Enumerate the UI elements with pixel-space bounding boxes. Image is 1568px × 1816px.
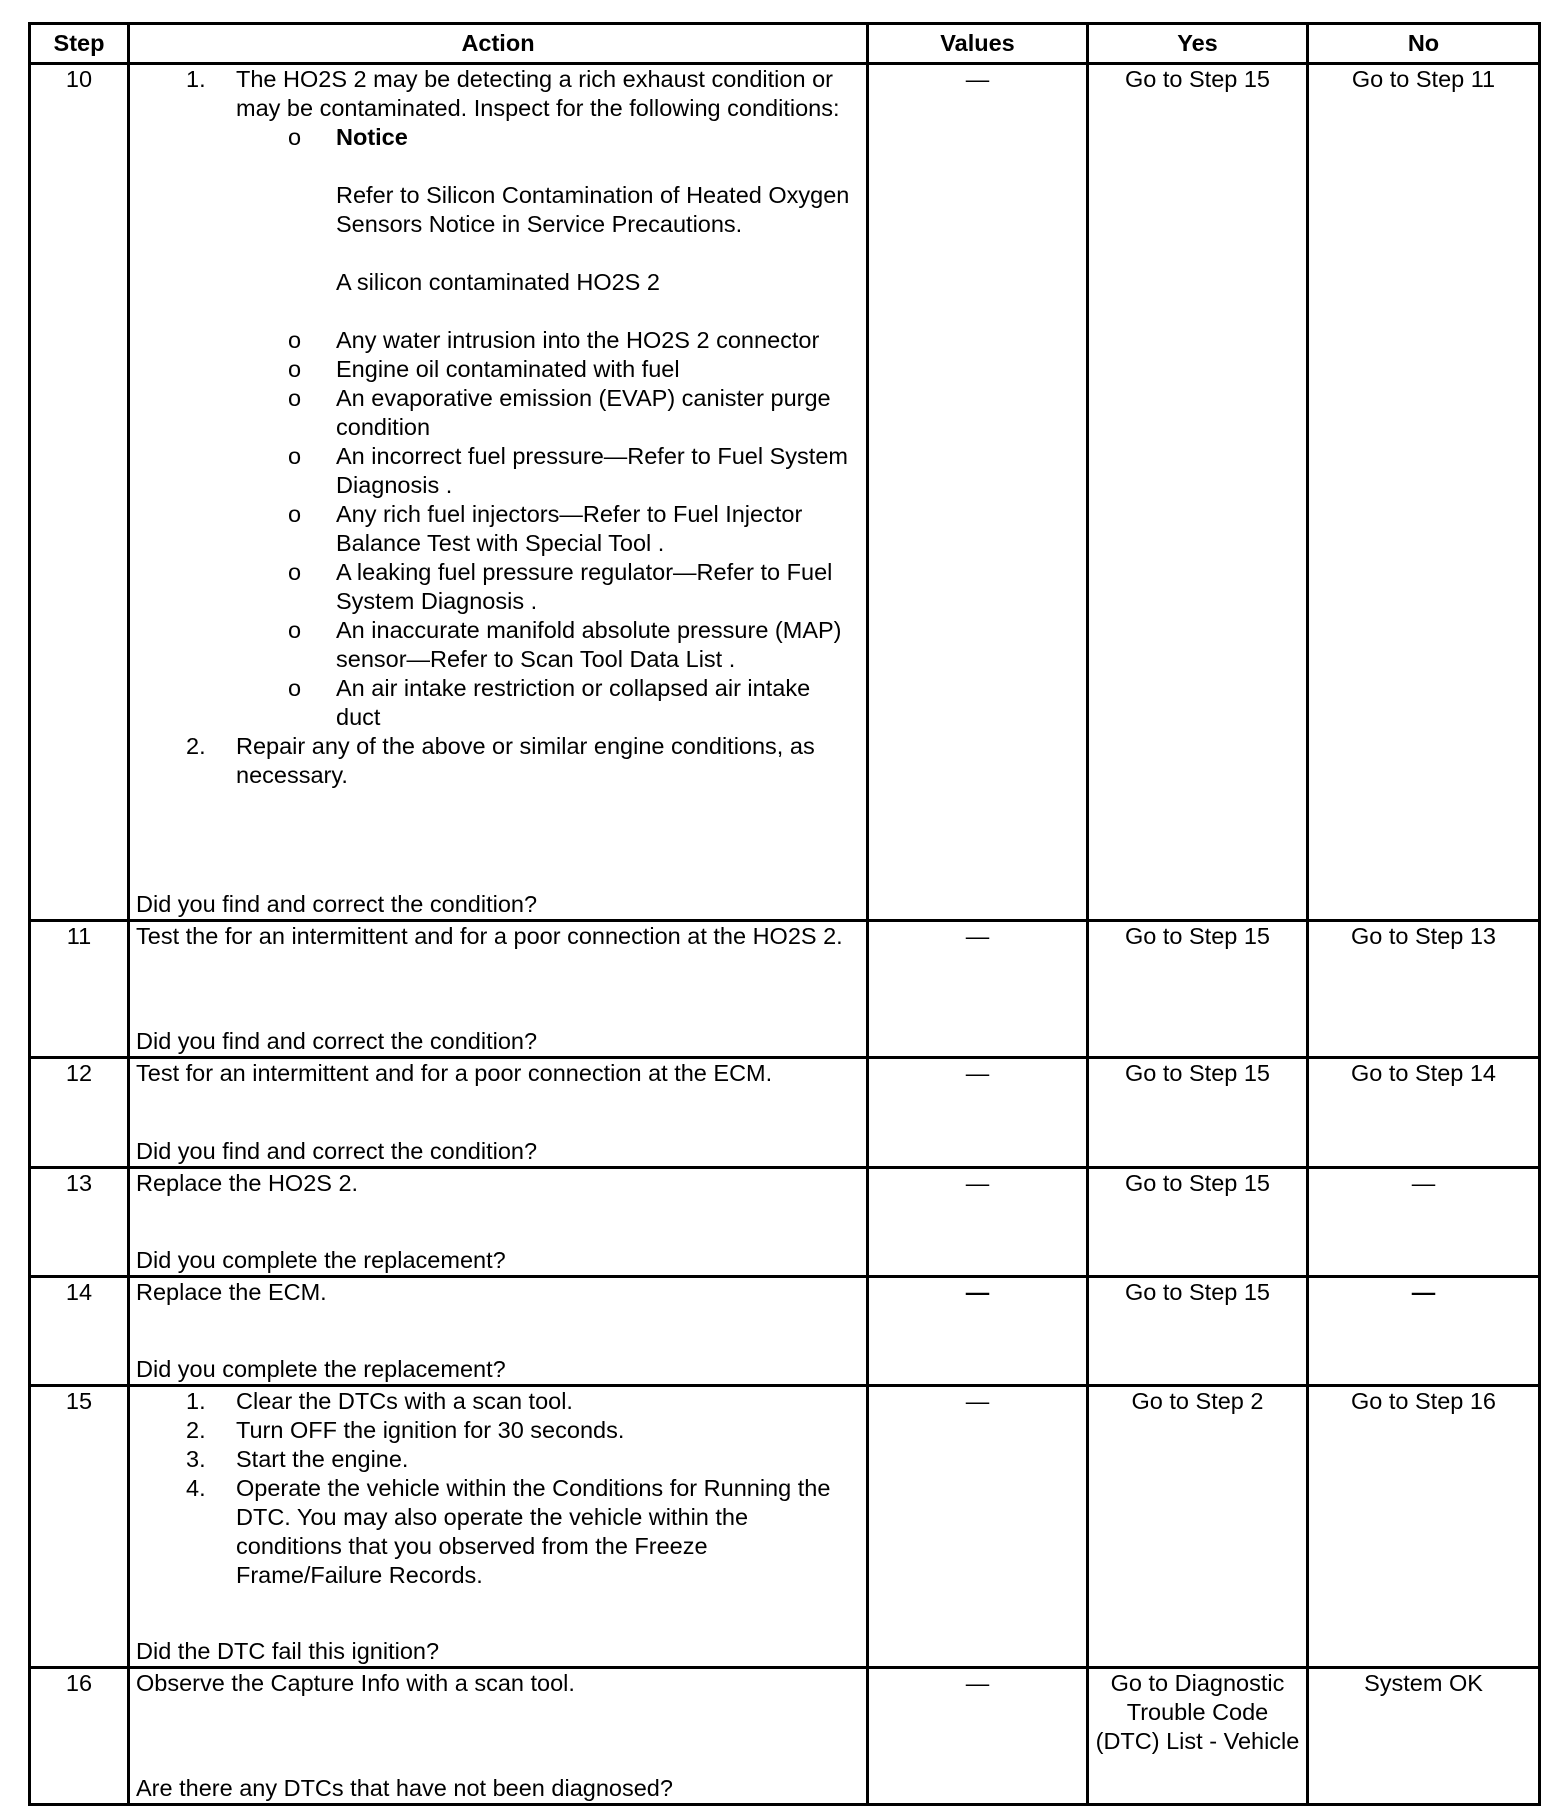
- sub-item: [236, 674, 860, 732]
- action-text: Replace the ECM.: [136, 1279, 327, 1305]
- header-step: Step: [30, 24, 129, 64]
- item-text: Clear the DTCs with a scan tool.: [236, 1388, 573, 1414]
- header-values: Values: [868, 24, 1088, 64]
- step-number: 16: [30, 1668, 129, 1805]
- bullet: o: [288, 617, 302, 643]
- sub-item: [236, 558, 860, 616]
- bullet: o: [288, 559, 302, 585]
- values-cell: —: [868, 1168, 1088, 1277]
- table-row-step-12: [30, 1058, 1540, 1168]
- item-text: Start the engine.: [236, 1446, 409, 1472]
- action-cell: [129, 1277, 868, 1386]
- action-cell: [129, 1058, 868, 1168]
- sub-item: [236, 384, 860, 442]
- yes-cell: Go to Step 15: [1088, 921, 1308, 1058]
- sub-item-text: A leaking fuel pressure regulator—Refer to Fuel System Diagnosis .: [336, 559, 833, 614]
- table-row-step-14: [30, 1277, 1540, 1386]
- sub-item: [236, 355, 860, 384]
- step-number: 14: [30, 1277, 129, 1386]
- values-cell: —: [868, 64, 1088, 921]
- bullet: o: [288, 443, 302, 469]
- action-cell: [129, 64, 868, 921]
- values-cell: —: [868, 1277, 1088, 1386]
- list-item: [136, 732, 860, 790]
- sub-item: [236, 326, 860, 355]
- item-text: Turn OFF the ignition for 30 seconds.: [236, 1417, 625, 1443]
- bullet: o: [288, 124, 302, 150]
- action-steps: [136, 1387, 860, 1590]
- item-text: Operate the vehicle within the Conditions for Running the DTC. You may also operate the vehicle within the conditions that you observed from the Freeze Frame/Failure Records.: [236, 1475, 831, 1588]
- sub-item: [236, 442, 860, 500]
- yes-cell: Go to Step 15: [1088, 1058, 1308, 1168]
- no-cell: System OK: [1308, 1668, 1540, 1805]
- sub-item: [236, 500, 860, 558]
- bullet: o: [288, 675, 302, 701]
- sub-item-text: An incorrect fuel pressure—Refer to Fuel System Diagnosis .: [336, 443, 848, 498]
- step-number: 15: [30, 1386, 129, 1668]
- values-cell: —: [868, 1386, 1088, 1668]
- item-number: 1.: [186, 66, 206, 92]
- step-number: 11: [30, 921, 129, 1058]
- sub-item-text: Any water intrusion into the HO2S 2 connector: [336, 327, 820, 353]
- yes-cell: Go to Step 15: [1088, 64, 1308, 921]
- no-cell: Go to Step 11: [1308, 64, 1540, 921]
- action-cell: [129, 1386, 868, 1668]
- table-row-step-13: [30, 1168, 1540, 1277]
- action-cell: [129, 921, 868, 1058]
- notice-text: Refer to Silicon Contamination of Heated Oxygen Sensors Notice in Service Precautions.: [336, 182, 850, 237]
- list-item: [136, 1416, 860, 1445]
- no-cell: —: [1308, 1168, 1540, 1277]
- item-number: 3.: [186, 1446, 206, 1472]
- notice-title: Notice: [336, 124, 408, 150]
- table-row-step-10: [30, 64, 1540, 921]
- step-number: 13: [30, 1168, 129, 1277]
- notice-subtext: A silicon contaminated HO2S 2: [336, 269, 660, 295]
- list-item: [136, 65, 860, 732]
- step-number: 12: [30, 1058, 129, 1168]
- action-cell: [129, 1668, 868, 1805]
- bullet: o: [288, 327, 302, 353]
- header-yes: Yes: [1088, 24, 1308, 64]
- list-item: [136, 1445, 860, 1474]
- sub-item-text: Any rich fuel injectors—Refer to Fuel Injector Balance Test with Special Tool .: [336, 501, 803, 556]
- action-question: Did you find and correct the condition?: [136, 1028, 538, 1054]
- item-number: 2.: [186, 733, 206, 759]
- values-cell: —: [868, 921, 1088, 1058]
- table-row-step-16: [30, 1668, 1540, 1805]
- list-item: [136, 1474, 860, 1590]
- no-cell: Go to Step 14: [1308, 1058, 1540, 1168]
- bullet: o: [288, 356, 302, 382]
- bullet: o: [288, 501, 302, 527]
- no-cell: Go to Step 16: [1308, 1386, 1540, 1668]
- item-text: The HO2S 2 may be detecting a rich exhaust condition or may be contaminated. Inspect for the following conditions:: [236, 66, 840, 121]
- no-cell: —: [1308, 1277, 1540, 1386]
- action-question: Did you complete the replacement?: [136, 1247, 506, 1273]
- no-cell: Go to Step 13: [1308, 921, 1540, 1058]
- sub-item: [236, 616, 860, 674]
- action-cell: [129, 1168, 868, 1277]
- action-question: Did you find and correct the condition?: [136, 1138, 538, 1164]
- action-question: Did the DTC fail this ignition?: [136, 1638, 440, 1664]
- bullet: o: [288, 385, 302, 411]
- item-number: 4.: [186, 1475, 206, 1501]
- table-row-step-15: [30, 1386, 1540, 1668]
- values-cell: —: [868, 1668, 1088, 1805]
- item-number: 2.: [186, 1417, 206, 1443]
- header-row: [30, 24, 1540, 64]
- action-question: Did you complete the replacement?: [136, 1356, 506, 1382]
- sub-item-text: An air intake restriction or collapsed air intake duct: [336, 675, 811, 730]
- header-no: No: [1308, 24, 1540, 64]
- diagnostic-table: [28, 22, 1541, 1806]
- values-cell: —: [868, 1058, 1088, 1168]
- action-question: Are there any DTCs that have not been diagnosed?: [136, 1775, 673, 1801]
- action-text: Observe the Capture Info with a scan tool.: [136, 1670, 575, 1696]
- yes-cell: Go to Step 2: [1088, 1386, 1308, 1668]
- notice-item: [236, 123, 860, 297]
- step-number: 10: [30, 64, 129, 921]
- action-question: Did you find and correct the condition?: [136, 891, 538, 917]
- sub-item-text: An evaporative emission (EVAP) canister purge condition: [336, 385, 831, 440]
- yes-cell: Go to Step 15: [1088, 1168, 1308, 1277]
- sub-item-text: An inaccurate manifold absolute pressure (MAP) sensor—Refer to Scan Tool Data List .: [336, 617, 842, 672]
- yes-cell: Go to Step 15: [1088, 1277, 1308, 1386]
- list-item: [136, 1387, 860, 1416]
- item-number: 1.: [186, 1388, 206, 1414]
- yes-cell: Go to Diagnostic Trouble Code (DTC) List - Vehicle: [1088, 1668, 1308, 1805]
- action-text: Test for an intermittent and for a poor connection at the ECM.: [136, 1060, 773, 1086]
- sub-item-text: Engine oil contaminated with fuel: [336, 356, 680, 382]
- action-text: Replace the HO2S 2.: [136, 1170, 359, 1196]
- action-steps: [136, 65, 860, 790]
- action-text: Test the for an intermittent and for a poor connection at the HO2S 2.: [136, 923, 843, 949]
- item-text: Repair any of the above or similar engine conditions, as necessary.: [236, 733, 815, 788]
- table-row-step-11: [30, 921, 1540, 1058]
- header-action: Action: [129, 24, 868, 64]
- sub-list: [236, 123, 860, 732]
